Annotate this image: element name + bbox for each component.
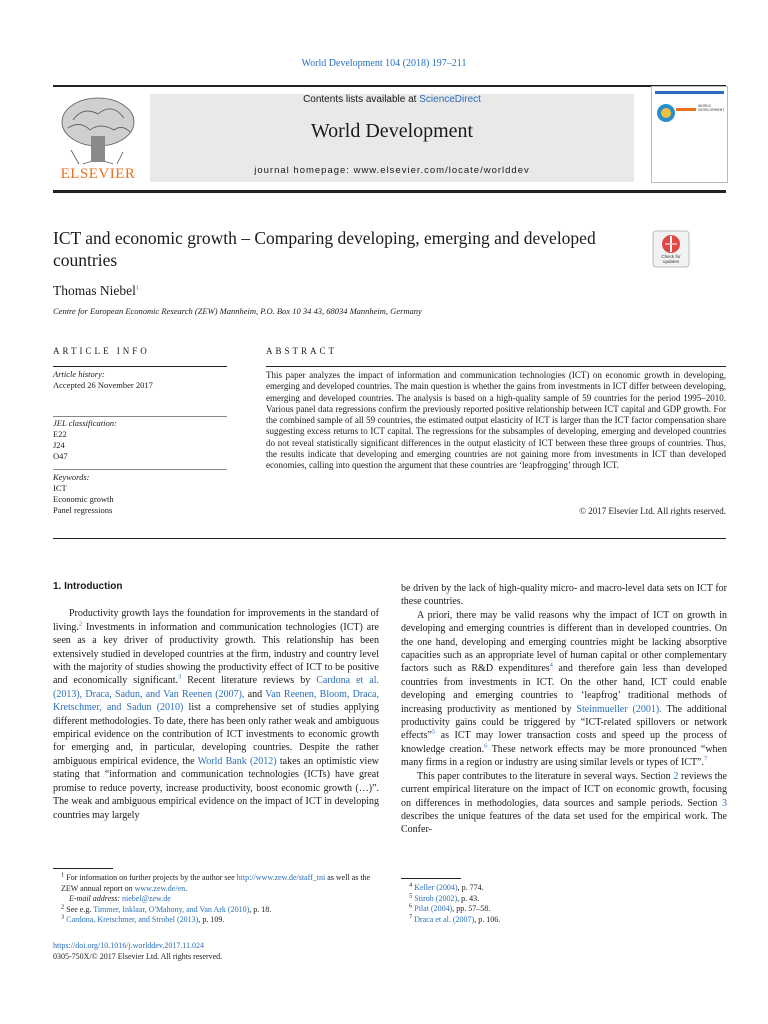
footnotes-right — [401, 883, 727, 925]
keyword: Economic growth — [53, 494, 114, 504]
continued-paragraph: be driven by the lack of high-quality micro- and macro-level data sets on ICT for these countries. — [401, 583, 727, 608]
jel-code: E22 — [53, 429, 67, 439]
jel-classification — [53, 418, 227, 462]
journal-reference-link[interactable]: World Development 104 (2018) 197–211 — [301, 58, 467, 69]
journal-homepage[interactable]: journal homepage: www.elsevier.com/locate/worlddev — [254, 165, 530, 176]
footnote-ref[interactable]: 2 — [78, 620, 83, 628]
history-divider — [53, 416, 227, 417]
abstract-heading: ABSTRACT — [266, 346, 338, 356]
jel-label: JEL classification: — [53, 418, 117, 428]
doi-link[interactable]: https://doi.org/10.1016/j.worlddev.2017.11.024 — [53, 941, 205, 950]
check-for-updates-button[interactable] — [652, 230, 690, 268]
text-run: For information on further projects by the author see — [66, 873, 237, 882]
text-run: , p. 43. — [457, 893, 480, 903]
text-run: A priori, there may be valid reasons why the impact of ICT on growth in developing and emerging countries is different than in developed countries. On the one hand, developing and emerging countries might be lacking absorptive capacities such as an appropriate level of human capital or other complementary factors such as R&D expenditures — [401, 609, 727, 675]
footnote-6 — [401, 904, 727, 915]
crossmark-label: Check for updates — [661, 254, 681, 264]
citation-link[interactable]: Stiroh (2002) — [414, 893, 458, 903]
body-right-column — [401, 582, 727, 837]
footnote-number: 5 — [409, 891, 413, 899]
keywords-label: Keywords: — [53, 472, 90, 482]
contents-line — [150, 94, 634, 105]
text-run: , pp. 57–58. — [452, 904, 491, 913]
abstract-bottom-rule — [53, 538, 726, 539]
footnote-ref[interactable]: 5 — [431, 729, 436, 737]
citation-link[interactable]: Steinmueller (2001). — [576, 703, 662, 715]
footnote-4 — [401, 883, 727, 894]
text-run: Investments in information and communication technologies (ICT) are seen as a key driver of productivity growth. This relationship has been extensively studied in developed countries at the firm, industry and country level with the majority of studies showing the productivity effect of ICT to be positive and economically significant. — [53, 621, 379, 687]
apriori-paragraph — [401, 609, 727, 770]
footnote-number: 2 — [61, 902, 65, 910]
footnote-5 — [401, 891, 727, 905]
author-footnote-marker[interactable]: 1 — [135, 284, 140, 292]
author-name-text: Thomas Niebel — [53, 283, 136, 298]
section-title: 1. Introduction — [53, 581, 123, 592]
footnote-ref[interactable]: 3 — [178, 674, 182, 682]
text-run: , p. 18. — [249, 904, 272, 914]
text-run: as well as the ZEW annual report on — [61, 873, 371, 893]
footnote-number: 6 — [409, 902, 413, 910]
journal-name: World Development — [310, 120, 474, 142]
email-link[interactable]: niebel@zew.de — [122, 894, 171, 903]
citation-link[interactable]: World Bank (2012) — [197, 755, 277, 767]
contribution-paragraph — [401, 770, 727, 837]
article-footer — [53, 940, 222, 962]
text-run: , p. 774. — [457, 883, 484, 892]
footnotes-left — [53, 873, 379, 926]
jel-code: J24 — [53, 440, 65, 450]
citation-link[interactable]: Cardona, Kretschmer, and Strobel (2013) — [66, 915, 199, 924]
footnote-number: 3 — [61, 913, 65, 921]
text-run: , p. 109. — [198, 915, 225, 924]
staff-page-link[interactable]: http://www.zew.de/staff_tni — [236, 873, 326, 882]
text-run: and therefore gain less than developed countries from investments in ICT. On the other hand, ICT could enable developing and emerging countries to ‘leapfrog’ traditional methods of increasing productivity as mentioned by — [401, 663, 727, 715]
elsevier-wordmark: ELSEVIER — [60, 166, 136, 182]
zew-site-link[interactable]: www.zew.de/en — [134, 883, 186, 893]
footnote-number: 4 — [409, 881, 413, 889]
text-run: Productivity growth lays the foundation for improvements in the standard of living. — [53, 608, 379, 633]
abstract-copyright: © 2017 Elsevier Ltd. All rights reserved. — [579, 506, 726, 516]
abstract-text: This paper analyzes the impact of information and communication technologies (ICT) on economic growth in developing, emerging and developed countries. The main question is whether the gains from investments in ICT differ between developing, emerging and developed countries. The analysis is based on a high-quality sample of 59 countries for the period 1995–2010. Various panel data regressions confirm the previously reported positive relationship between ICT capital and GDP growth. For the combined sample of all 59 countries, the estimated output elasticity of ICT is larger than the ICT factor compensation share suggesting excess returns to ICT capital. The regressions for the subsamples of developing, emerging and developed countries do not reveal statistically significant differences in the output elasticity of ICT between these three groups of countries. Thus, the results indicate that developing and emerging countries are not gaining more from investments in ICT than developed economies, calling into question the argument that these countries are ‘leapfrogging’ through ICT. — [266, 370, 726, 471]
citation-link[interactable]: Timmer, Inklaar, O'Mahony, and Van Ark (2010) — [93, 904, 250, 914]
footnote-number: 7 — [409, 912, 413, 920]
keyword: ICT — [53, 483, 67, 493]
footnote-rule-left — [53, 868, 113, 869]
body-left-column — [53, 580, 379, 822]
citation-link[interactable]: Draca et al. (2007) — [414, 914, 475, 924]
history-label: Article history: — [53, 369, 105, 379]
footnote-1 — [53, 873, 379, 894]
email-line — [53, 894, 379, 905]
article-history — [53, 369, 227, 391]
footnote-rule-right — [401, 878, 461, 879]
history-value: Accepted 26 November 2017 — [53, 380, 153, 390]
email-label: E-mail address: — [69, 894, 123, 903]
cover-image — [652, 87, 727, 182]
keyword: Panel regressions — [53, 505, 113, 515]
citation-link[interactable]: Pilat (2004) — [414, 904, 453, 913]
text-run: describes the unique features of the data set used for the empirical work. The Confer- — [401, 810, 727, 836]
journal-cover-thumbnail[interactable] — [651, 86, 728, 183]
text-run: , p. 106. — [474, 914, 501, 924]
section-link[interactable]: 3 — [722, 797, 727, 809]
article-title: ICT and economic growth – Comparing developing, emerging and developed countries — [53, 228, 596, 270]
citation-link[interactable]: Van Reenen, Bloom, Draca, Kretschmer, and Sadun (2010) — [53, 688, 379, 714]
issn-copyright: 0305-750X/© 2017 Elsevier Ltd. All rights reserved. — [53, 952, 223, 961]
intro-paragraph — [53, 607, 379, 822]
text-run: list a comprehensive set of studies applying different methodologies. To date, there has been only rather weak and ambiguous empirical evidence on the contribution of ICT investments to economic growth for emerging and, in particular, developing countries. Despite the rather ambiguous empirical evidence, the — [53, 702, 379, 767]
top-rule — [53, 85, 726, 87]
sciencedirect-link[interactable]: ScienceDirect — [419, 94, 481, 105]
author-name — [53, 283, 139, 299]
text-run: This paper contributes to the literature in several ways. Section — [417, 770, 674, 782]
citation-link[interactable]: Cardona et al. (2013), Draca, Sadun, and Van Reenen (2007), — [53, 675, 380, 700]
abstract-rule — [266, 366, 726, 367]
footnote-ref[interactable]: 7 — [704, 755, 708, 763]
footnote-ref[interactable]: 4 — [549, 662, 553, 670]
jel-code: O47 — [53, 451, 68, 461]
keywords — [53, 472, 227, 516]
footnote-number: 1 — [61, 871, 65, 879]
contents-prefix: Contents lists available at — [303, 94, 420, 105]
footnote-ref[interactable]: 6 — [484, 742, 488, 750]
text-run: See e.g. — [66, 904, 94, 914]
text-run: . — [185, 883, 188, 893]
text-run: Recent literature reviews by — [181, 675, 317, 687]
text-run: reviews the current empirical literature on the impact of ICT on economic growth, focusing on differences in methodologies, data sources and sample periods. Section — [401, 770, 727, 809]
section-link[interactable]: 2 — [673, 770, 679, 782]
footnote-7 — [401, 912, 727, 926]
article-info-heading: ARTICLE INFO — [53, 346, 150, 356]
text-run: The additional productivity gains could be triggered by “ICT-related spillovers or network effects” — [401, 703, 727, 742]
text-run: and — [244, 688, 266, 700]
text-run: as ICT may lower transaction costs and speed up the process of knowledge creation. — [401, 730, 727, 755]
cover-title: WORLD DEVELOPMENT — [698, 104, 725, 112]
masthead-rule — [53, 190, 726, 193]
text-run: takes an optimistic view stating that “information and communication technologies (ICTs) have great promise to reduce poverty, increase productivity, boost economic growth (…)”. The weak and ambiguous empirical evidence on the impact of ICT in developing countries may largely — [53, 755, 379, 821]
article-info-rule — [53, 366, 227, 367]
citation-link[interactable]: Keller (2004) — [414, 883, 458, 892]
footnote-3 — [53, 915, 379, 926]
text-run: These network effects may be more pronounced “when many firms in a region or industry are using similar levels or types of ICT”. — [401, 743, 727, 769]
author-affiliation: Centre for European Economic Research (ZEW) Mannheim, P.O. Box 10 34 43, 68034 Mannheim, Germany — [53, 306, 422, 316]
footnote-2 — [53, 902, 379, 916]
keywords-divider — [53, 469, 227, 470]
